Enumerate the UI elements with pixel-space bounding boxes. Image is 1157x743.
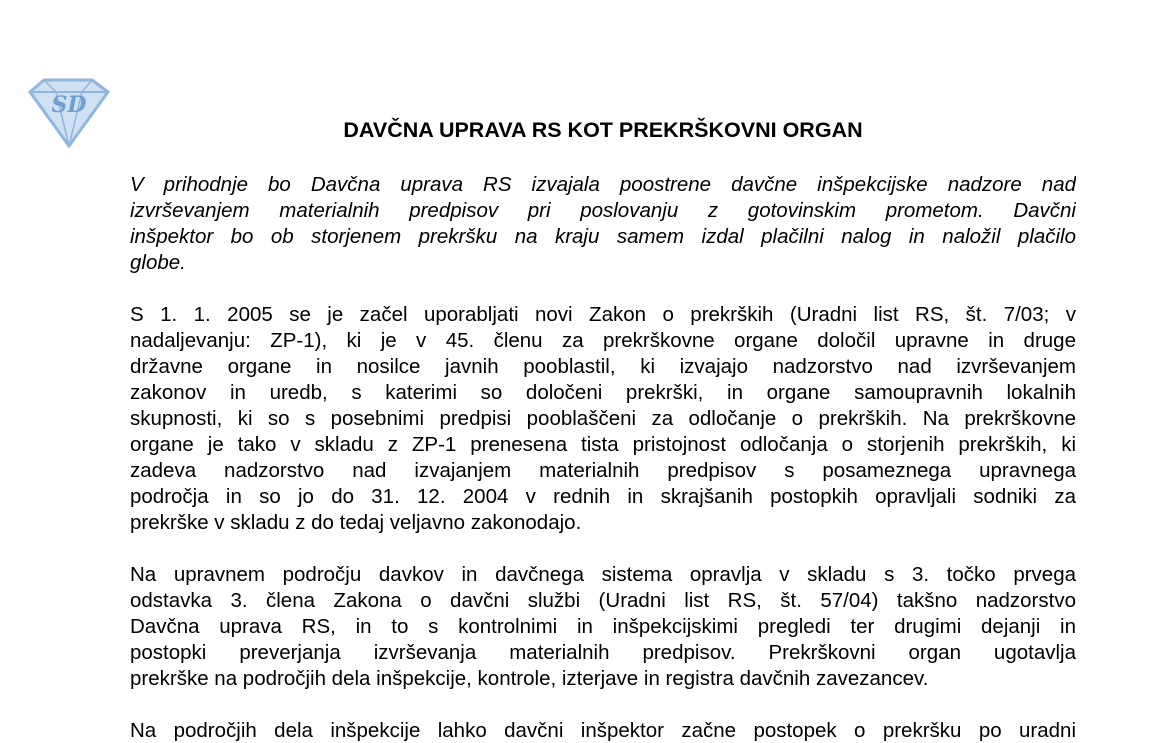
- paragraph-2-line: nadaljevanju: ZP-1), ki je v 45. členu za prekrškovne organe določil upravne in druge: [130, 329, 1076, 352]
- paragraph-1-line: inšpektor bo ob storjenem prekršku na kraju samem izdal plačilni nalog in naložil plačilo: [130, 225, 1076, 248]
- document-body: [130, 172, 1076, 743]
- paragraph-2: [130, 302, 1076, 536]
- paragraph-3: [130, 562, 1076, 692]
- document-title: DAVČNA UPRAVA RS KOT PREKRŠKOVNI ORGAN: [343, 118, 863, 142]
- paragraph-2-line: prekrške v skladu z do tedaj veljavno zakonodajo.: [130, 511, 582, 534]
- logo-lettering: SD: [51, 92, 87, 118]
- paragraph-3-line: postopki preverjanja izvrševanja materialnih predpisov. Prekrškovni organ ugotavlja: [130, 641, 1076, 664]
- paragraph-2-line: skupnosti, ki so s posebnimi predpisi pooblaščeni za odločanje o prekrških. Na prekrškovne: [130, 407, 1076, 430]
- paragraph-2-line: zadeva nadzorstvo nad izvajanjem materialnih predpisov s posameznega upravnega: [130, 459, 1076, 482]
- paragraph-1-line: globe.: [130, 251, 186, 274]
- paragraph-3-line: Davčna uprava RS, in to s kontrolnimi in inšpekcijskimi pregledi ter drugimi dejanji in: [130, 615, 1076, 638]
- paragraph-2-line: področja in so jo do 31. 12. 2004 v rednih in skrajšanih postopkih opravljali sodniki za: [130, 485, 1076, 508]
- paragraph-4-line: Na področjih dela inšpekcije lahko davčni inšpektor začne postopek o prekršku po uradni: [130, 719, 1076, 742]
- paragraph-1-line: V prihodnje bo Davčna uprava RS izvajala poostrene davčne inšpekcijske nadzore nad: [130, 173, 1076, 196]
- diamond-logo-icon: [26, 76, 112, 150]
- paragraph-3-line: Na upravnem področju davkov in davčnega sistema opravlja v skladu s 3. točko prvega: [130, 563, 1076, 586]
- paragraph-3-line: prekrške na področjih dela inšpekcije, kontrole, izterjave in registra davčnih zavezancev.: [130, 667, 929, 690]
- paragraph-2-line: S 1. 1. 2005 se je začel uporabljati novi Zakon o prekrških (Uradni list RS, št. 7/03; v: [130, 303, 1076, 326]
- paragraph-1-line: izvrševanjem materialnih predpisov pri poslovanju z gotovinskim prometom. Davčni: [130, 199, 1076, 222]
- paragraph-3-line: odstavka 3. člena Zakona o davčni službi (Uradni list RS, št. 57/04) takšno nadzorstvo: [130, 589, 1076, 612]
- paragraph-2-line: državne organe in nosilce javnih pooblastil, ki izvajajo nadzorstvo nad izvrševanjem: [130, 355, 1076, 378]
- paragraph-1: [130, 172, 1076, 276]
- logo: [26, 76, 112, 150]
- paragraph-2-line: zakonov in uredb, s katerimi so določeni prekrški, in organe samoupravnih lokalnih: [130, 381, 1076, 404]
- paragraph-4: [130, 718, 1076, 743]
- paragraph-2-line: organe je tako v skladu z ZP-1 prenesena tista pristojnost odločanja o storjenih prekrških, ki: [130, 433, 1076, 456]
